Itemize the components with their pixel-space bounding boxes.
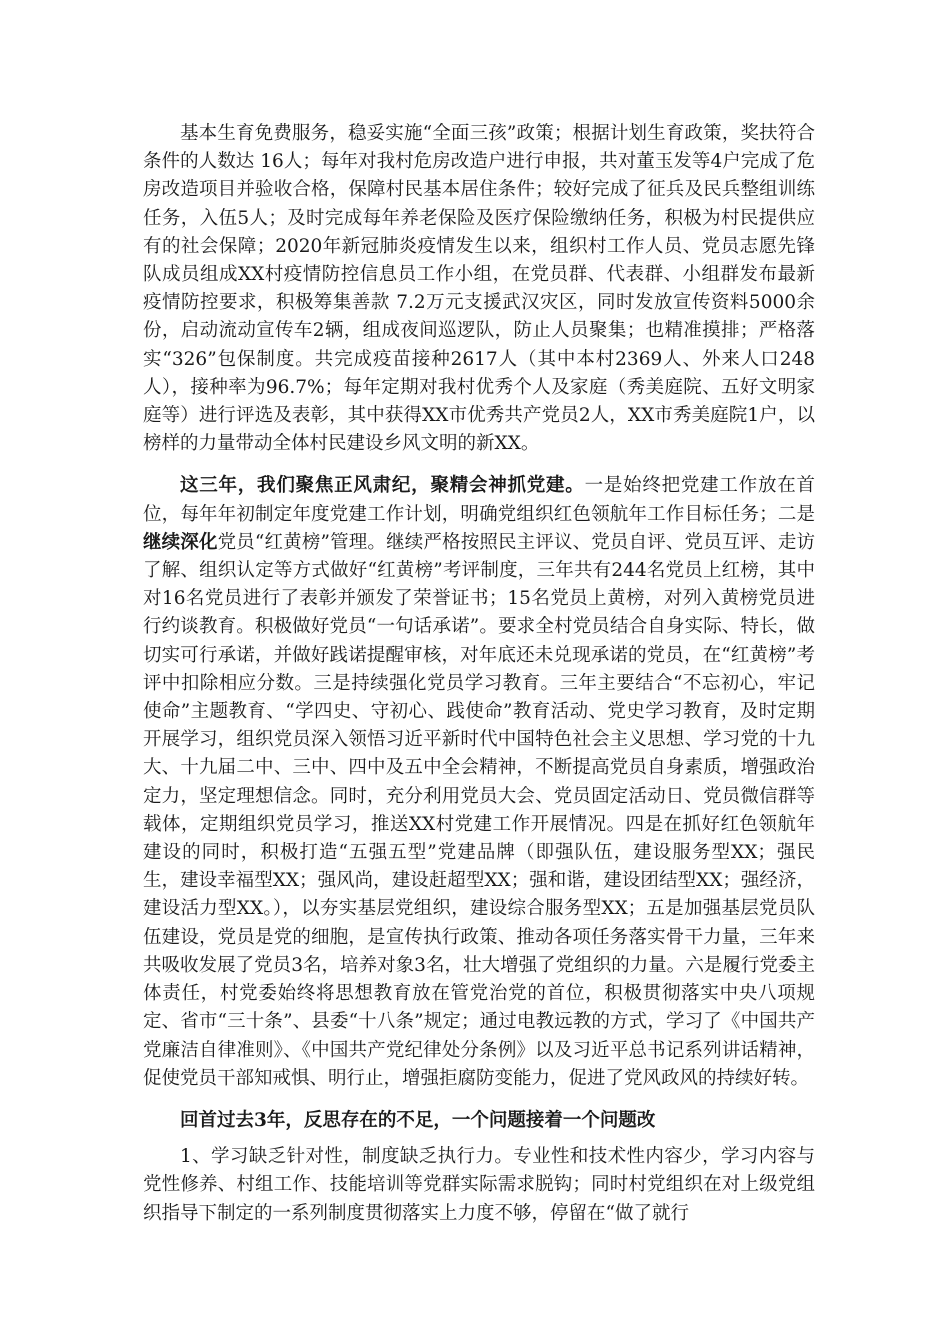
paragraph-lead-bold: 这三年，我们聚焦正风肃纪，聚精会神抓党建。 [180,475,585,497]
document-page [143,120,815,1228]
paragraph-emphasis: 继续深化 [143,531,218,553]
section-heading: 回首过去3年，反思存在的不足，一个问题接着一个问题改 [180,1109,656,1131]
paragraph-text: 一是始终把党建工作放在首位，每年年初制定年度党建工作计划，明确党组织红色领航年工作目标任务；二是 [143,475,815,525]
paragraph-shortcomings: 1、学习缺乏针对性，制度缺乏执行力。专业性和技术性内容少，学习内容与党性修养、村组工作、技能培训等党群实际需求脱钩；同时村党组织在对上级党组织指导下制定的一系列制度贯彻落实上力度不够，停留在“做了就行 [143,1146,815,1224]
paragraph-party-building [143,472,815,1092]
paragraph-text: 党员“红黄榜”管理。继续严格按照民主评议、党员自评、党员互评、走访了解、组织认定等方式做好“红黄榜”考评制度，三年共有244名党员上红榜，其中对16名党员进行了表彰并颁发了荣誉证书；15名党员上黄榜，对列入黄榜党员进行约谈教育。积极做好党员“一句话承诺”。要求全村党员结合自身实际、特长，做切实可行承诺，并做好践诺提醒审核，对年底还未兑现承诺的党员，在“红黄榜”考评中扣除相应分数。三是持续强化党员学习教育。三年主要结合“不忘初心，牢记使命”主题教育、“学四史、守初心、践使命”教育活动、党史学习教育，及时定期开展学习，组织党员深入领悟习近平新时代中国特色社会主义思想、学习党的十九大、十九届二中、三中、四中及五中全会精神，不断提高党员自身素质，增强政治定力，坚定理想信念。同时，充分利用党员大会、党员固定活动日、党员微信群等载体，定期组织党员学习，推送XX村党建工作开展情况。四是在抓好红色领航年建设的同时，积极打造“五强五型”党建品牌（即强队伍，建设服务型XX；强民生，建设幸福型XX；强风尚，建设赶超型XX；强和谐，建设团结型XX；强经济，建设活力型XX。），以夯实基层党组织，建设综合服务型XX；五是加强基层党员队伍建设，党员是党的细胞，是宣传执行政策、推动各项任务落实骨干力量，三年来共吸收发展了党员3名，培养对象3名，壮大增强了党组织的力量。六是履行党委主体责任，村党委始终将思想教育放在管党治党的首位，积极贯彻落实中央八项规定、省市“三十条”、县委“十八条”规定；通过电教远教的方式，学习了《中国共产党廉洁自律准则》、《中国共产党纪律处分条例》以及习近平总书记系列讲话精神，促使党员干部知戒惧、明行止，增强拒腐防变能力，促进了党风政风的持续好转。 [143,531,815,1089]
paragraph-social-services: 基本生育免费服务，稳妥实施“全面三孩”政策；根据计划生育政策，奖扶符合条件的人数达 16人；每年对我村危房改造户进行申报，共对董玉发等4户完成了危房改造项目并验收合格，保障村民基本居住条件；较好完成了征兵及民兵整组训练任务，入伍5人；及时完成每年养老保险及医疗保险缴纳任务，积极为村民提供应有的社会保障；2020年新冠肺炎疫情发生以来，组织村工作人员、党员志愿先锋队成员组成XX村疫情防控信息员工作小组，在党员群、代表群、小组群发布最新疫情防控要求，积极筹集善款 7.2万元支援武汉灾区，同时发放宣传资料5000余份，启动流动宣传车2辆，组成夜间巡逻队，防止人员聚集；也精准摸排；严格落实“326”包保制度。共完成疫苗接种2617人（其中本村2369人、外来人口248人），接种率为96.7%；每年定期对我村优秀个人及家庭（秀美庭院、五好文明家庭等）进行评选及表彰，其中获得XX市优秀共产党员2人，XX市秀美庭院1户，以榜样的力量带动全体村民建设乡风文明的新XX。 [143,123,815,455]
